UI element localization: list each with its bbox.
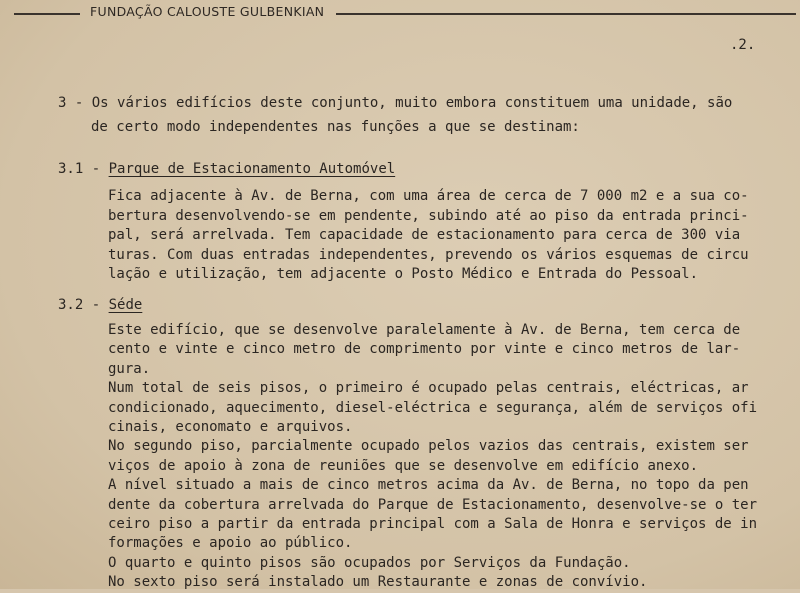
body-line: ceiro piso a partir da entrada principal com a Sala de Honra e serviços de in [108, 516, 758, 533]
header-rule-left [14, 13, 80, 15]
body-line: turas. Com duas entradas independentes, prevendo os vários esquemas de circu [108, 246, 749, 263]
body-line: pal, será arrelvada. Tem capacidade de estacionamento para cerca de 300 via [108, 227, 741, 243]
body-line: dente da cobertura arrelvada do Parque de Estacionamento, desenvolve-se o ter [108, 496, 758, 513]
intro-paragraph [58, 92, 732, 139]
intro-line: de certo modo independentes nas funções a que se destinam: [91, 118, 580, 135]
body-line: A nível situado a mais de cinco metros acima da Av. de Berna, no topo da pen [108, 477, 749, 494]
body-line: O quarto e quinto pisos são ocupados por Serviços da Fundação. [108, 554, 631, 571]
body-line: condicionado, aquecimento, diesel-eléctrica e segurança, além de serviços ofi [108, 399, 758, 416]
section-number: 3 - [58, 95, 84, 111]
body-line: cento e vinte e cinco metro de comprimento por vinte e cinco metros de lar- [108, 341, 741, 358]
body-line: Este edifício, que se desenvolve paralelamente à Av. de Berna, tem cerca de [108, 322, 741, 338]
section-3-1-body [108, 187, 749, 285]
header-rule-right [336, 13, 796, 15]
body-line: gura. [108, 360, 151, 377]
body-line: No sexto piso será instalado um Restaurante e zonas de convívio. [108, 574, 648, 591]
body-line: lação e utilização, tem adjacente o Posto Médico e Entrada do Pessoal. [108, 266, 699, 282]
section-title: Séde [108, 297, 143, 313]
page-number: .2. [730, 37, 756, 53]
letterhead-title: FUNDAÇÃO CALOUSTE GULBENKIAN [90, 4, 325, 19]
body-line: viços de apoio à zona de reuniões que se desenvolve em edifício anexo. [108, 457, 699, 474]
section-number: 3.1 - [58, 161, 101, 177]
section-3-2-body [108, 321, 757, 593]
body-line: formações e apoio ao público. [108, 535, 353, 552]
body-line: Fica adjacente à Av. de Berna, com uma área de cerca de 7 000 m2 e a sua co- [108, 188, 749, 204]
body-line: bertura desenvolvendo-se em pendente, subindo até ao piso da entrada princi- [108, 207, 749, 224]
body-line: No segundo piso, parcialmente ocupado pelos vazios das centrais, existem ser [108, 438, 749, 455]
section-3-2-heading [58, 296, 142, 315]
body-line: Num total de seis pisos, o primeiro é ocupado pelas centrais, eléctricas, ar [108, 380, 749, 397]
body-line: cinais, economato e arquivos. [108, 419, 353, 436]
intro-line: 3 - Os vários edifícios deste conjunto, muito embora constituem uma unidade, são [58, 95, 733, 111]
section-title: Parque de Estacionamento Automóvel [108, 161, 396, 177]
section-number: 3.2 - [58, 297, 101, 313]
section-3-1-heading [58, 160, 395, 179]
